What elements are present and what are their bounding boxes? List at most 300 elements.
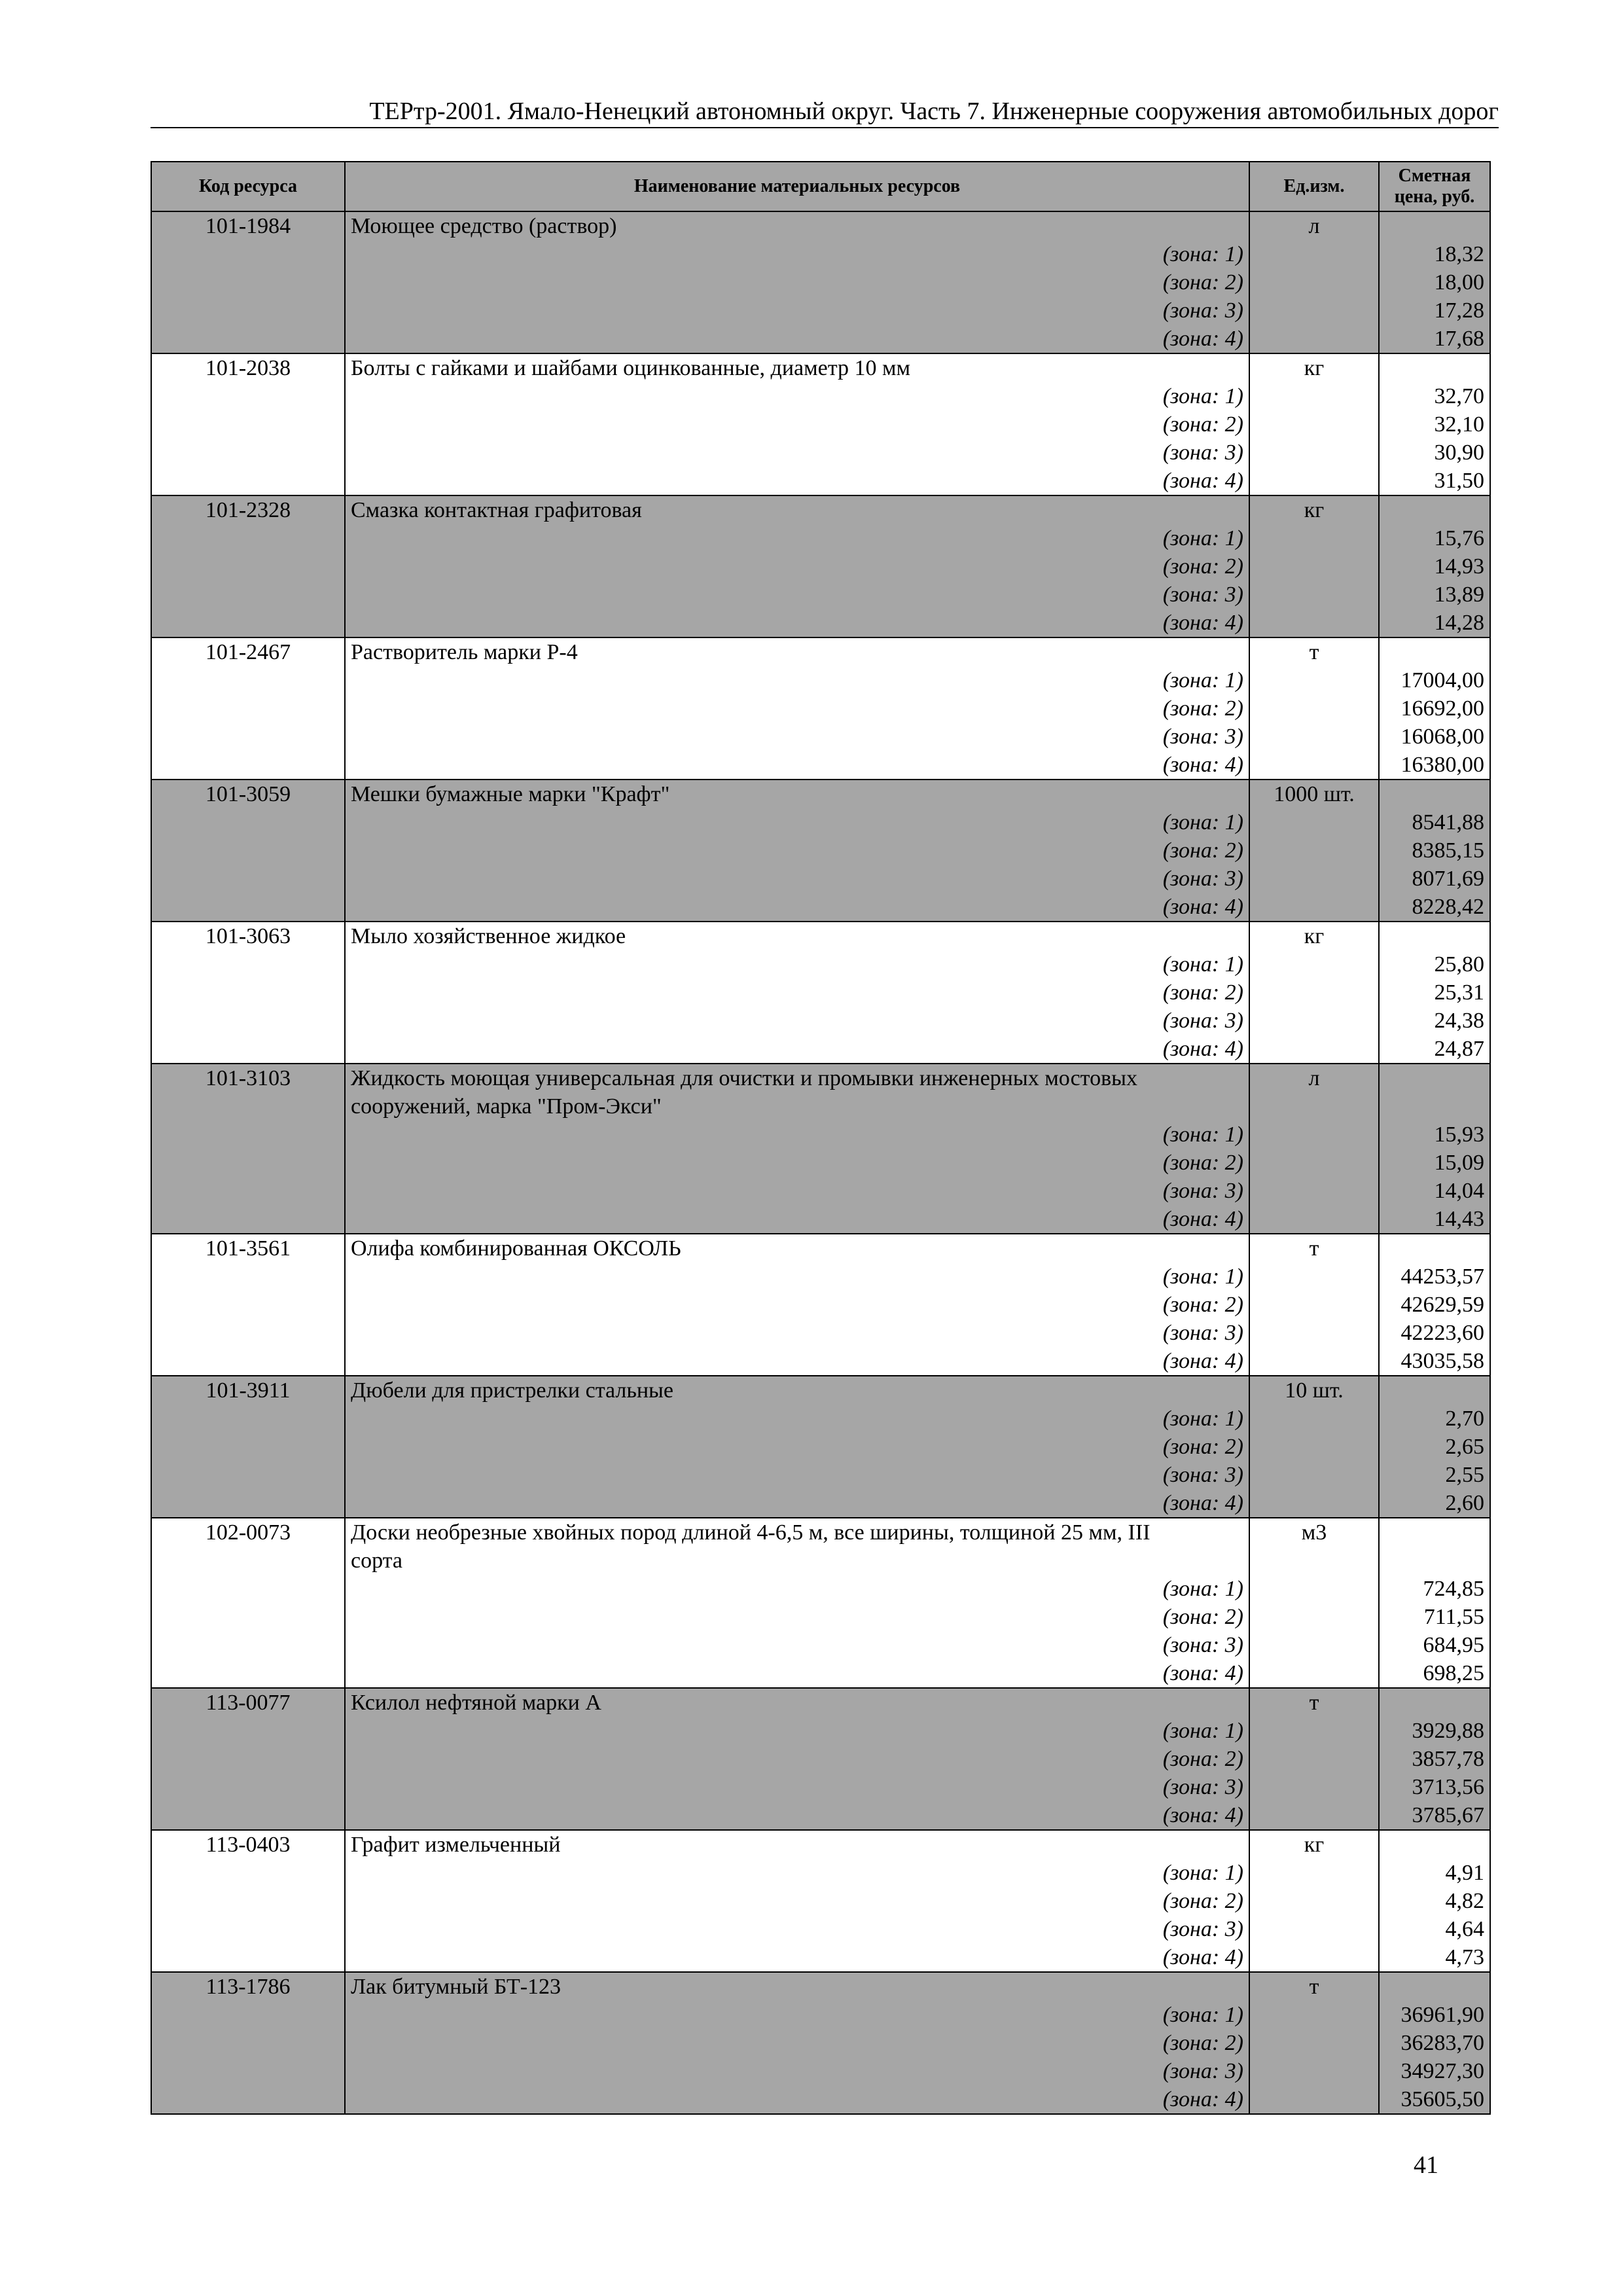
zone-label: (зона: 1): [345, 1121, 1249, 1149]
resource-code: [151, 1007, 345, 1035]
resource-unit: [1249, 2001, 1379, 2029]
table-row: [151, 1745, 1490, 1773]
resource-price: 8228,42: [1379, 893, 1490, 922]
resource-price: 8071,69: [1379, 865, 1490, 893]
zone-label: (зона: 4): [345, 467, 1249, 495]
resource-price: [1379, 1376, 1490, 1405]
resource-price: 42629,59: [1379, 1291, 1490, 1319]
resource-price: 15,76: [1379, 524, 1490, 552]
resource-unit: [1249, 1347, 1379, 1376]
table-row: [151, 1943, 1490, 1972]
resource-code: [151, 439, 345, 467]
resource-name: Графит измельченный: [345, 1830, 1249, 1859]
table-row: [151, 1319, 1490, 1347]
zone-label: (зона: 3): [345, 865, 1249, 893]
zone-label: (зона: 1): [345, 382, 1249, 410]
resource-unit: [1249, 268, 1379, 296]
resource-price: 16068,00: [1379, 723, 1490, 751]
resource-group: [151, 637, 1490, 780]
resource-code: [151, 1433, 345, 1461]
table-row: [151, 1547, 1490, 1575]
resource-unit: л: [1249, 211, 1379, 240]
resource-code: 101-3103: [151, 1064, 345, 1092]
resource-price: 14,04: [1379, 1177, 1490, 1205]
resource-price: 15,09: [1379, 1149, 1490, 1177]
resources-table: [151, 161, 1491, 2115]
zone-label: (зона: 3): [345, 581, 1249, 609]
table-row: [151, 780, 1490, 808]
table-row: [151, 240, 1490, 268]
resource-unit: [1249, 666, 1379, 694]
resource-price: 3929,88: [1379, 1717, 1490, 1745]
resource-unit: [1249, 410, 1379, 439]
table-row: [151, 808, 1490, 836]
resource-code: [151, 1263, 345, 1291]
resource-unit: [1249, 1631, 1379, 1659]
resource-price: 25,80: [1379, 950, 1490, 978]
resource-unit: [1249, 325, 1379, 353]
zone-label: (зона: 3): [345, 1773, 1249, 1801]
resource-unit: [1249, 240, 1379, 268]
resource-code: [151, 2001, 345, 2029]
zone-label: (зона: 2): [345, 1291, 1249, 1319]
zone-label: (зона: 4): [345, 1205, 1249, 1234]
resource-unit: [1249, 865, 1379, 893]
resource-unit: 1000 шт.: [1249, 780, 1379, 808]
table-row: [151, 325, 1490, 353]
zone-label: (зона: 2): [345, 694, 1249, 723]
resource-price: 16380,00: [1379, 751, 1490, 780]
table-row: [151, 922, 1490, 950]
resource-price: 15,93: [1379, 1121, 1490, 1149]
resource-name: Растворитель марки Р-4: [345, 637, 1249, 666]
column-header-code: Код ресурса: [151, 162, 345, 211]
table-row: [151, 1092, 1490, 1121]
resource-price: 36961,90: [1379, 2001, 1490, 2029]
zone-label: (зона: 3): [345, 723, 1249, 751]
resource-code: [151, 1773, 345, 1801]
resource-price: 3857,78: [1379, 1745, 1490, 1773]
resource-price: 42223,60: [1379, 1319, 1490, 1347]
resource-unit: [1249, 1603, 1379, 1631]
resource-price: 4,91: [1379, 1859, 1490, 1887]
resource-group: [151, 1688, 1490, 1830]
resource-code: [151, 1603, 345, 1631]
resource-code: [151, 1915, 345, 1943]
resource-price: [1379, 1972, 1490, 2001]
resource-price: 3713,56: [1379, 1773, 1490, 1801]
resource-group: [151, 1972, 1490, 2114]
resource-name: Жидкость моющая универсальная для очистки и промывки инженерных мостовых: [345, 1064, 1249, 1092]
resource-price: 4,64: [1379, 1915, 1490, 1943]
resource-code: 101-3911: [151, 1376, 345, 1405]
resource-code: [151, 410, 345, 439]
resource-price: [1379, 495, 1490, 524]
resource-unit: [1249, 1461, 1379, 1489]
resource-unit: [1249, 1121, 1379, 1149]
table-row: [151, 1376, 1490, 1405]
resource-group: [151, 780, 1490, 922]
resource-price: 711,55: [1379, 1603, 1490, 1631]
resource-code: [151, 1489, 345, 1518]
resource-price: [1379, 780, 1490, 808]
table-row: [151, 524, 1490, 552]
resource-code: [151, 1631, 345, 1659]
resource-price: 25,31: [1379, 978, 1490, 1007]
table-row: [151, 1149, 1490, 1177]
table-row: [151, 751, 1490, 780]
zone-label: (зона: 1): [345, 1405, 1249, 1433]
column-header-unit: Ед.изм.: [1249, 162, 1379, 211]
resource-unit: [1249, 1035, 1379, 1064]
resource-price: [1379, 211, 1490, 240]
resource-code: 101-2467: [151, 637, 345, 666]
zone-label: (зона: 1): [345, 524, 1249, 552]
table-row: [151, 1007, 1490, 1035]
resource-price: 16692,00: [1379, 694, 1490, 723]
table-header-row: [151, 162, 1490, 211]
resource-code: [151, 808, 345, 836]
resource-code: [151, 1319, 345, 1347]
resource-unit: [1249, 1433, 1379, 1461]
zone-label: (зона: 4): [345, 1489, 1249, 1518]
table-row: [151, 1489, 1490, 1518]
resource-price: [1379, 1518, 1490, 1547]
zone-label: (зона: 1): [345, 808, 1249, 836]
resource-name: Доски необрезные хвойных пород длиной 4-6,5 м, все ширины, толщиной 25 мм, III: [345, 1518, 1249, 1547]
zone-label: (зона: 2): [345, 836, 1249, 865]
zone-label: (зона: 2): [345, 268, 1249, 296]
zone-label: (зона: 4): [345, 1943, 1249, 1972]
resource-price: 2,55: [1379, 1461, 1490, 1489]
resource-code: [151, 524, 345, 552]
table-row: [151, 382, 1490, 410]
zone-label: (зона: 3): [345, 1631, 1249, 1659]
zone-label: (зона: 3): [345, 1915, 1249, 1943]
resource-price: 8541,88: [1379, 808, 1490, 836]
resource-unit: кг: [1249, 495, 1379, 524]
resource-code: [151, 268, 345, 296]
zone-label: (зона: 1): [345, 1717, 1249, 1745]
resource-price: 18,00: [1379, 268, 1490, 296]
table-row: [151, 637, 1490, 666]
zone-label: (зона: 1): [345, 666, 1249, 694]
zone-label: (зона: 2): [345, 978, 1249, 1007]
resource-code: 113-0077: [151, 1688, 345, 1717]
resource-unit: [1249, 723, 1379, 751]
resource-code: [151, 1859, 345, 1887]
resource-unit: [1249, 808, 1379, 836]
resource-price: 32,10: [1379, 410, 1490, 439]
table-row: [151, 410, 1490, 439]
resource-unit: [1249, 1547, 1379, 1575]
zone-label: (зона: 3): [345, 1177, 1249, 1205]
zone-label: (зона: 1): [345, 1263, 1249, 1291]
resource-price: 3785,67: [1379, 1801, 1490, 1830]
resource-unit: [1249, 893, 1379, 922]
resource-code: 101-3063: [151, 922, 345, 950]
resource-unit: [1249, 1291, 1379, 1319]
resource-price: 32,70: [1379, 382, 1490, 410]
zone-label: (зона: 1): [345, 950, 1249, 978]
resource-price: 724,85: [1379, 1575, 1490, 1603]
table-row: [151, 1234, 1490, 1263]
resource-unit: т: [1249, 637, 1379, 666]
resource-code: [151, 2085, 345, 2114]
table-row: [151, 694, 1490, 723]
zone-label: (зона: 2): [345, 1603, 1249, 1631]
table-row: [151, 1887, 1490, 1915]
resource-code: [151, 1943, 345, 1972]
resource-price: 34927,30: [1379, 2057, 1490, 2085]
resource-code: [151, 1177, 345, 1205]
resource-code: 101-2038: [151, 353, 345, 382]
table-row: [151, 1177, 1490, 1205]
resource-unit: 10 шт.: [1249, 1376, 1379, 1405]
resource-group: [151, 1234, 1490, 1376]
resource-unit: [1249, 1263, 1379, 1291]
resource-name: Мешки бумажные марки "Крафт": [345, 780, 1249, 808]
resource-unit: [1249, 1489, 1379, 1518]
resource-price: 17,68: [1379, 325, 1490, 353]
resource-code: [151, 552, 345, 581]
resource-unit: [1249, 836, 1379, 865]
resource-price: 24,87: [1379, 1035, 1490, 1064]
table-row: [151, 1972, 1490, 2001]
resource-name: Моющее средство (раствор): [345, 211, 1249, 240]
table-row: [151, 893, 1490, 922]
table-row: [151, 2029, 1490, 2057]
table-row: [151, 1205, 1490, 1234]
table-row: [151, 1631, 1490, 1659]
resource-price: [1379, 1234, 1490, 1263]
resource-group: [151, 1830, 1490, 1972]
resource-unit: [1249, 552, 1379, 581]
zone-label: (зона: 2): [345, 1745, 1249, 1773]
resource-price: 4,82: [1379, 1887, 1490, 1915]
resource-code: [151, 751, 345, 780]
resource-code: [151, 1801, 345, 1830]
zone-label: (зона: 3): [345, 1007, 1249, 1035]
resource-price: 30,90: [1379, 439, 1490, 467]
resource-code: [151, 836, 345, 865]
resource-unit: [1249, 1943, 1379, 1972]
resource-price: 14,28: [1379, 609, 1490, 637]
resource-unit: [1249, 1915, 1379, 1943]
resource-unit: [1249, 1717, 1379, 1745]
resource-group: [151, 495, 1490, 637]
table-row: [151, 1291, 1490, 1319]
table-row: [151, 1603, 1490, 1631]
zone-label: (зона: 4): [345, 1659, 1249, 1688]
resource-code: [151, 723, 345, 751]
zone-label: (зона: 4): [345, 609, 1249, 637]
resource-code: [151, 1035, 345, 1064]
zone-label: (зона: 4): [345, 751, 1249, 780]
resource-price: 36283,70: [1379, 2029, 1490, 2057]
resource-unit: м3: [1249, 1518, 1379, 1547]
table-row: [151, 1064, 1490, 1092]
table-row: [151, 978, 1490, 1007]
resource-code: 113-1786: [151, 1972, 345, 2001]
table-row: [151, 581, 1490, 609]
resource-price: 24,38: [1379, 1007, 1490, 1035]
resource-unit: [1249, 1177, 1379, 1205]
resource-unit: [1249, 296, 1379, 325]
table-row: [151, 609, 1490, 637]
resource-group: [151, 1518, 1490, 1688]
resource-code: [151, 296, 345, 325]
resource-unit: [1249, 439, 1379, 467]
resource-code: [151, 1405, 345, 1433]
zone-label: (зона: 2): [345, 1887, 1249, 1915]
resource-code: [151, 1547, 345, 1575]
table-row: [151, 296, 1490, 325]
resource-group: [151, 211, 1490, 353]
table-row: [151, 836, 1490, 865]
resource-price: [1379, 1092, 1490, 1121]
table-row: [151, 2057, 1490, 2085]
resource-price: 31,50: [1379, 467, 1490, 495]
resource-code: [151, 950, 345, 978]
resource-price: 44253,57: [1379, 1263, 1490, 1291]
resource-name: Смазка контактная графитовая: [345, 495, 1249, 524]
resource-unit: [1249, 2057, 1379, 2085]
resource-unit: [1249, 1859, 1379, 1887]
resource-code: [151, 1347, 345, 1376]
zone-label: (зона: 4): [345, 2085, 1249, 2114]
resource-unit: [1249, 1773, 1379, 1801]
table-row: [151, 353, 1490, 382]
resource-unit: [1249, 1405, 1379, 1433]
resource-group: [151, 922, 1490, 1064]
zone-label: (зона: 3): [345, 296, 1249, 325]
resource-code: [151, 1291, 345, 1319]
resource-unit: т: [1249, 1972, 1379, 2001]
resource-unit: [1249, 1659, 1379, 1688]
table-row: [151, 2001, 1490, 2029]
table-row: [151, 865, 1490, 893]
resource-group: [151, 1376, 1490, 1518]
resource-code: 113-0403: [151, 1830, 345, 1859]
resource-unit: кг: [1249, 353, 1379, 382]
resource-unit: т: [1249, 1234, 1379, 1263]
resource-unit: [1249, 1007, 1379, 1035]
zone-label: (зона: 1): [345, 2001, 1249, 2029]
resource-group: [151, 353, 1490, 495]
resource-code: [151, 2029, 345, 2057]
resource-price: 698,25: [1379, 1659, 1490, 1688]
table-row: [151, 950, 1490, 978]
table-row: [151, 666, 1490, 694]
resource-name: Болты с гайками и шайбами оцинкованные, диаметр 10 мм: [345, 353, 1249, 382]
resource-code: [151, 581, 345, 609]
resource-code: [151, 609, 345, 637]
resource-code: [151, 1575, 345, 1603]
resource-code: [151, 978, 345, 1007]
resource-price: 2,60: [1379, 1489, 1490, 1518]
resource-price: [1379, 1547, 1490, 1575]
resource-name: Ксилол нефтяной марки А: [345, 1688, 1249, 1717]
resource-unit: [1249, 581, 1379, 609]
resource-code: 101-3561: [151, 1234, 345, 1263]
resource-code: [151, 694, 345, 723]
zone-label: (зона: 2): [345, 552, 1249, 581]
resource-unit: кг: [1249, 922, 1379, 950]
column-header-price: Сметная цена, руб.: [1379, 162, 1490, 211]
zone-label: (зона: 1): [345, 1575, 1249, 1603]
resource-price: 14,43: [1379, 1205, 1490, 1234]
table-row: [151, 1035, 1490, 1064]
resource-code: [151, 467, 345, 495]
resource-code: [151, 325, 345, 353]
resource-unit: [1249, 978, 1379, 1007]
zone-label: (зона: 1): [345, 240, 1249, 268]
resource-price: 43035,58: [1379, 1347, 1490, 1376]
resource-price: 17,28: [1379, 296, 1490, 325]
zone-label: (зона: 4): [345, 893, 1249, 922]
table-row: [151, 1688, 1490, 1717]
resource-price: 2,70: [1379, 1405, 1490, 1433]
table-row: [151, 1518, 1490, 1547]
table-row: [151, 211, 1490, 240]
resource-price: 8385,15: [1379, 836, 1490, 865]
resource-code: [151, 666, 345, 694]
resource-price: 13,89: [1379, 581, 1490, 609]
table-row: [151, 1830, 1490, 1859]
table-row: [151, 1575, 1490, 1603]
resource-code: [151, 1205, 345, 1234]
table-row: [151, 1461, 1490, 1489]
resource-name: Олифа комбинированная ОКСОЛЬ: [345, 1234, 1249, 1263]
zone-label: (зона: 3): [345, 1461, 1249, 1489]
resource-unit: [1249, 2029, 1379, 2057]
table-row: [151, 1347, 1490, 1376]
resource-name: Мыло хозяйственное жидкое: [345, 922, 1249, 950]
resource-unit: [1249, 382, 1379, 410]
resource-unit: [1249, 2085, 1379, 2114]
resource-price: 18,32: [1379, 240, 1490, 268]
resource-code: [151, 893, 345, 922]
resource-price: [1379, 1830, 1490, 1859]
column-header-name: Наименование материальных ресурсов: [345, 162, 1249, 211]
resource-unit: [1249, 1745, 1379, 1773]
zone-label: (зона: 1): [345, 1859, 1249, 1887]
resource-unit: [1249, 467, 1379, 495]
resource-code: [151, 1659, 345, 1688]
resource-price: [1379, 1064, 1490, 1092]
resource-price: 14,93: [1379, 552, 1490, 581]
resource-unit: [1249, 694, 1379, 723]
resource-price: 35605,50: [1379, 2085, 1490, 2114]
resource-name: сооружений, марка "Пром-Экси": [345, 1092, 1249, 1121]
resource-code: 101-2328: [151, 495, 345, 524]
resource-code: [151, 1092, 345, 1121]
resource-code: [151, 240, 345, 268]
resource-price: 684,95: [1379, 1631, 1490, 1659]
resource-code: [151, 1121, 345, 1149]
resource-price: [1379, 353, 1490, 382]
table-row: [151, 1263, 1490, 1291]
page-header: ТЕРтр-2001. Ямало-Ненецкий автономный округ. Часть 7. Инженерные сооружения автомобильных дорог: [151, 97, 1499, 128]
resource-unit: т: [1249, 1688, 1379, 1717]
table-row: [151, 1801, 1490, 1830]
resource-unit: [1249, 1092, 1379, 1121]
resource-price: 4,73: [1379, 1943, 1490, 1972]
zone-label: (зона: 3): [345, 439, 1249, 467]
resource-unit: [1249, 609, 1379, 637]
resource-unit: кг: [1249, 1830, 1379, 1859]
